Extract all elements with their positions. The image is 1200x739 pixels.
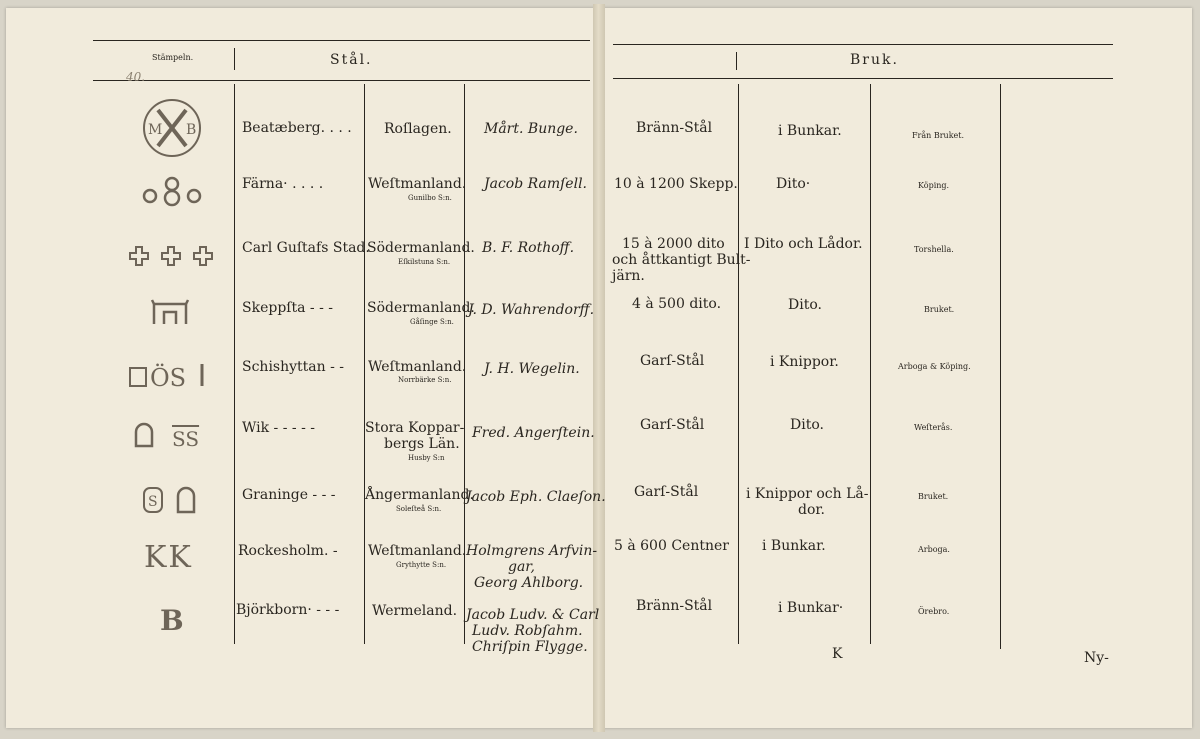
row-7-product: Garſ-Stål bbox=[634, 484, 699, 500]
circled-mb-cross-icon bbox=[140, 98, 204, 158]
row-5-province: Weſtmanland. bbox=[368, 359, 467, 375]
row-8-province: Weſtmanland. bbox=[368, 543, 467, 559]
gate-mark-icon bbox=[150, 298, 190, 326]
catchword: Ny- bbox=[1084, 650, 1109, 666]
row-5-owner: J. H. Wegelin. bbox=[484, 361, 580, 377]
row-7-province: Ångermanland. bbox=[365, 487, 474, 503]
ss-mark-icon bbox=[132, 420, 206, 450]
row-7-place: Graninge - - - bbox=[242, 487, 336, 503]
row-4-destination: Bruket. bbox=[924, 305, 955, 314]
row-7-packing: i Knippor och Lå- bbox=[746, 486, 869, 502]
three-marks-icon bbox=[140, 174, 204, 208]
right-top-rule bbox=[613, 44, 1113, 45]
row-6-parish: Husby S:n bbox=[408, 454, 445, 462]
right-header-divider bbox=[736, 52, 737, 70]
row-7-owner: Jacob Eph. Claeſon. bbox=[466, 489, 606, 505]
row-1-product: Bränn-Stål bbox=[636, 120, 713, 136]
row-4-owner: J. D. Wahrendorff. bbox=[468, 302, 595, 318]
row-6-owner: Fred. Angerſtein. bbox=[472, 425, 595, 441]
row-9-place: Björkborn· - - - bbox=[236, 602, 340, 618]
s-bell-mark-icon bbox=[142, 484, 202, 514]
row-1-province: Roſlagen. bbox=[384, 121, 452, 137]
row-5-place: Schishyttan - - bbox=[242, 359, 345, 375]
three-crosses-icon bbox=[128, 244, 218, 270]
row-4-place: Skeppſta - - - bbox=[242, 300, 333, 316]
row-8-packing: i Bunkar. bbox=[762, 538, 826, 554]
svg-text:SS: SS bbox=[172, 427, 200, 450]
row-8-destination: Arboga. bbox=[918, 545, 950, 554]
row-5-parish: Norrbärke S:n. bbox=[398, 376, 452, 384]
row-2-packing: Dito· bbox=[776, 176, 811, 192]
row-4-packing: Dito. bbox=[788, 297, 822, 313]
stamp-column-header: Stämpeln. bbox=[152, 53, 194, 62]
row-3-product-line-3: järn. bbox=[612, 268, 645, 284]
row-1-destination: Från Bruket. bbox=[912, 131, 965, 140]
row-9-owner: Jacob Ludv. & Carl bbox=[466, 607, 600, 623]
bruk-column-header: Bruk. bbox=[850, 52, 899, 68]
row-8-place: Rockesholm. - bbox=[238, 543, 338, 559]
row-6-province-line-2: bergs Län. bbox=[384, 436, 460, 452]
svg-text:ÖS: ÖS bbox=[150, 364, 187, 390]
row-1-place: Beatæberg. . . . bbox=[242, 120, 352, 136]
row-3-parish: Eſkilstuna S:n. bbox=[398, 258, 451, 266]
os-mark-icon bbox=[128, 360, 212, 390]
row-1-packing: i Bunkar. bbox=[778, 123, 842, 139]
row-8-owner: Holmgrens Arfvin- bbox=[466, 543, 598, 559]
right-col-line-3 bbox=[1000, 84, 1001, 649]
row-9-destination: Örebro. bbox=[918, 607, 950, 616]
row-8-product: 5 à 600 Centner bbox=[614, 538, 729, 554]
left-top-rule bbox=[93, 40, 590, 41]
row-9-province: Wermeland. bbox=[372, 603, 458, 619]
svg-text:M: M bbox=[148, 122, 163, 138]
row-4-product: 4 à 500 dito. bbox=[632, 296, 722, 312]
row-1-owner: Mårt. Bunge. bbox=[484, 121, 578, 137]
row-8-owner-line-3: Georg Ahlborg. bbox=[474, 575, 584, 591]
row-6-province: Stora Koppar- bbox=[365, 420, 465, 436]
row-8-owner-line-2: gar, bbox=[508, 559, 535, 575]
row-7-destination: Bruket. bbox=[918, 492, 949, 501]
b-mark-icon: B bbox=[160, 604, 184, 637]
row-6-product: Garſ-Stål bbox=[640, 417, 705, 433]
row-3-owner: B. F. Rothoff. bbox=[482, 240, 575, 256]
row-6-packing: Dito. bbox=[790, 417, 824, 433]
kk-mark-icon: KK bbox=[144, 540, 193, 575]
right-header-rule bbox=[613, 78, 1113, 79]
row-3-product: 15 à 2000 dito bbox=[622, 236, 725, 252]
row-9-owner-line-3: Chriſpin Flygge. bbox=[472, 639, 588, 655]
right-col-line-2 bbox=[870, 84, 871, 644]
left-col-line-2 bbox=[364, 84, 365, 644]
page-number: 40. bbox=[126, 70, 146, 84]
row-5-destination: Arboga & Köping. bbox=[898, 362, 971, 371]
row-3-place: Carl Guſtafs Stad. bbox=[242, 240, 370, 256]
row-5-product: Garſ-Stål bbox=[640, 353, 705, 369]
row-6-destination: Weſterås. bbox=[914, 423, 953, 432]
row-3-destination: Torshella. bbox=[914, 245, 954, 254]
left-header-divider bbox=[234, 48, 235, 70]
row-5-packing: i Knippor. bbox=[770, 354, 839, 370]
row-4-province: Södermanland. bbox=[367, 300, 475, 316]
row-3-product-line-2: och åttkantigt Bult- bbox=[612, 252, 751, 268]
right-col-line-1 bbox=[738, 84, 739, 644]
row-9-product: Bränn-Stål bbox=[636, 598, 713, 614]
row-9-owner-line-2: Ludv. Robſahm. bbox=[472, 623, 583, 639]
row-7-packing-line-2: dor. bbox=[798, 502, 825, 518]
signature-mark: K bbox=[832, 646, 843, 662]
row-2-place: Färna· . . . . bbox=[242, 176, 324, 192]
row-4-parish: Gåſinge S:n. bbox=[410, 318, 454, 326]
row-2-parish: Gunilbo S:n. bbox=[408, 194, 452, 202]
row-2-product: 10 à 1200 Skepp. bbox=[614, 176, 738, 192]
svg-text:S: S bbox=[148, 494, 158, 510]
row-2-province: Weſtmanland. bbox=[368, 176, 467, 192]
row-6-place: Wik - - - - - bbox=[242, 420, 316, 436]
stal-column-header: Stål. bbox=[330, 52, 373, 68]
row-9-packing: i Bunkar· bbox=[778, 600, 844, 616]
left-header-rule bbox=[93, 80, 590, 81]
svg-text:B: B bbox=[186, 122, 197, 138]
row-3-province: Södermanland. bbox=[367, 240, 475, 256]
row-3-packing: I Dito och Lådor. bbox=[744, 236, 863, 252]
row-7-parish: Soleſteå S:n. bbox=[396, 505, 442, 513]
row-2-destination: Köping. bbox=[918, 181, 950, 190]
row-2-owner: Jacob Ramſell. bbox=[484, 176, 587, 192]
left-col-line-1 bbox=[234, 84, 235, 644]
row-8-parish: Grythytte S:n. bbox=[396, 561, 447, 569]
